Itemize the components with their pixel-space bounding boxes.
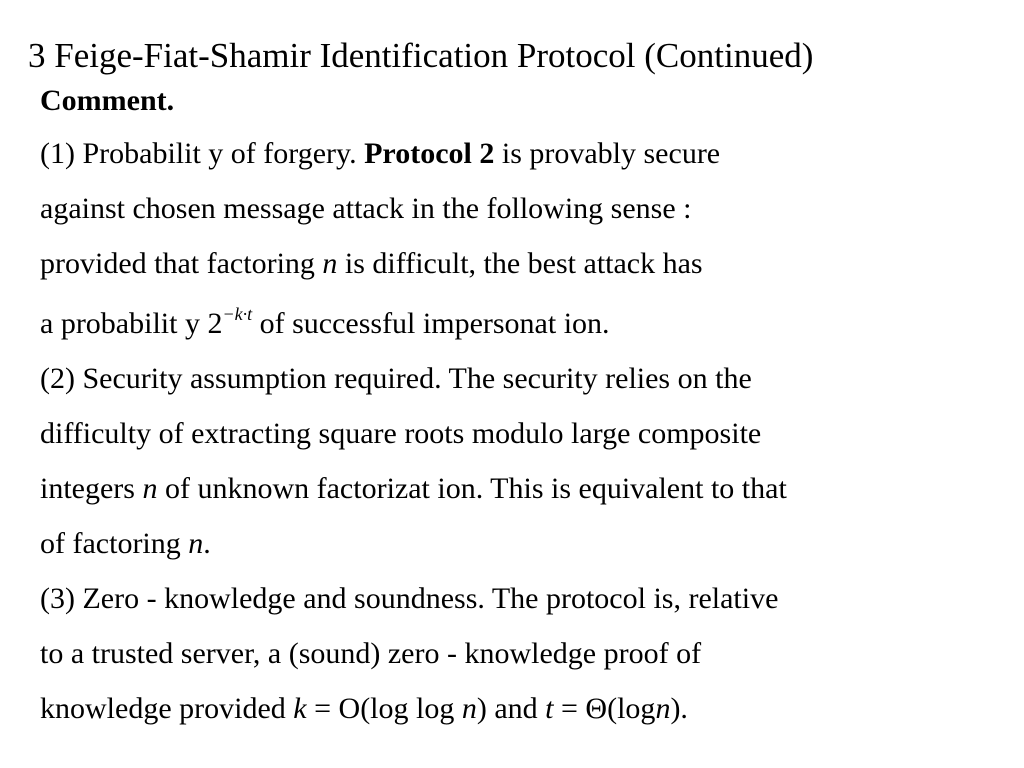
p1-line-4-text-a: a probabilit y 2 (40, 307, 223, 340)
p3-line-3-text-end: ). (670, 692, 688, 725)
theta-expression: = Θ(log (553, 692, 656, 725)
protocol-2-label: Protocol 2 (364, 137, 495, 170)
p3-line-2: to a trusted server, a (sound) zero - knowledge proof of (40, 637, 702, 670)
var-k: k (293, 692, 307, 725)
p2-line-4-text-a: of factoring (40, 527, 189, 560)
p2-line-4-text-b: . (203, 527, 211, 560)
p1-line-1 (40, 136, 720, 172)
p1-line-3 (40, 246, 703, 282)
p2-line-3-text-b: of unknown factorizat ion. This is equivalent to that (157, 472, 787, 505)
var-n: n (461, 692, 477, 725)
p2-line-1: (2) Security assumption required. The security relies on the (40, 362, 752, 395)
p1-line-1-text-b: is provably secure (494, 137, 721, 170)
big-o-expression: = O(log log (306, 692, 462, 725)
var-n: n (142, 472, 158, 505)
var-n: n (188, 527, 204, 560)
p1-line-4-text-b: of successful impersonat ion. (252, 307, 610, 340)
p3-line-3-text-a: knowledge provided (40, 692, 294, 725)
slide-title: 3 Feige-Fiat-Shamir Identification Protocol (Continued) (28, 36, 814, 75)
p3-line-3 (40, 691, 688, 727)
comment-heading: Comment. (40, 84, 175, 117)
p2-line-3-text-a: integers (40, 472, 143, 505)
var-n: n (322, 247, 338, 280)
p1-line-1-text-a: (1) Probabilit y of forgery. (40, 137, 365, 170)
p1-line-4 (40, 306, 610, 342)
p1-line-3-text-a: provided that factoring (40, 247, 323, 280)
exponent-minus-k-t: −k·t (222, 304, 253, 324)
p1-line-2: against chosen message attack in the following sense : (40, 192, 692, 225)
p2-line-4 (40, 526, 211, 562)
p3-line-3-text-mid: ) and (476, 692, 546, 725)
p3-line-1: (3) Zero - knowledge and soundness. The protocol is, relative (40, 582, 779, 615)
var-n: n (655, 692, 671, 725)
p1-line-3-text-b: is difficult, the best attack has (337, 247, 703, 280)
p2-line-3 (40, 471, 787, 507)
var-t: t (545, 692, 554, 725)
p2-line-2: difficulty of extracting square roots modulo large composite (40, 417, 762, 450)
